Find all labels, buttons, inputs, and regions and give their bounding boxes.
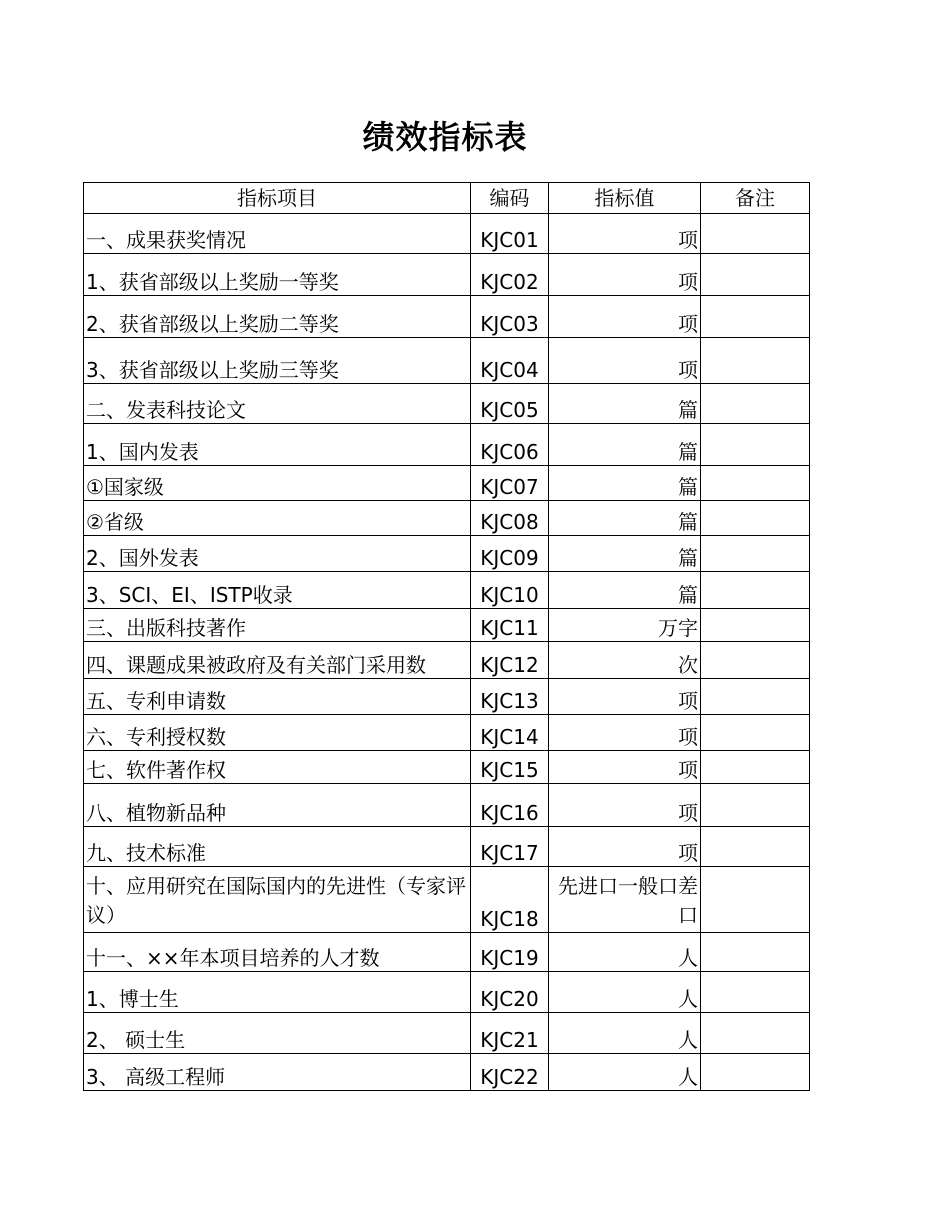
indicator-name: 二、发表科技论文	[84, 384, 471, 424]
indicator-note	[701, 867, 810, 933]
header-indicator-value: 指标值	[549, 183, 701, 214]
indicator-unit: 项	[549, 214, 701, 254]
indicator-unit: 项	[549, 715, 701, 751]
table-row	[84, 536, 810, 572]
indicator-note	[701, 296, 810, 338]
table-row	[84, 933, 810, 972]
indicator-unit: 人	[549, 972, 701, 1013]
indicator-unit: 人	[549, 1054, 701, 1091]
indicator-note	[701, 384, 810, 424]
indicator-unit: 项	[549, 679, 701, 715]
indicator-name: 3、SCI、EI、ISTP收录	[84, 572, 471, 609]
indicator-code: KJC22	[471, 1054, 549, 1091]
table-row	[84, 424, 810, 466]
indicator-note	[701, 254, 810, 296]
indicator-code: KJC04	[471, 338, 549, 384]
indicator-unit: 项	[549, 254, 701, 296]
table-row	[84, 501, 810, 536]
indicator-code: KJC03	[471, 296, 549, 338]
indicator-unit: 篇	[549, 501, 701, 536]
indicator-unit: 人	[549, 933, 701, 972]
indicator-note	[701, 715, 810, 751]
indicator-name: 3、 高级工程师	[84, 1054, 471, 1091]
indicator-note	[701, 784, 810, 827]
indicator-name: 七、软件著作权	[84, 751, 471, 784]
indicator-name: 2、获省部级以上奖励二等奖	[84, 296, 471, 338]
indicator-name: 1、博士生	[84, 972, 471, 1013]
indicator-name: 1、国内发表	[84, 424, 471, 466]
indicator-unit: 篇	[549, 384, 701, 424]
indicator-name: 六、专利授权数	[84, 715, 471, 751]
indicator-name: 三、出版科技著作	[84, 609, 471, 642]
table-row	[84, 972, 810, 1013]
indicator-note	[701, 424, 810, 466]
table-row	[84, 751, 810, 784]
indicator-code: KJC21	[471, 1013, 549, 1054]
indicator-name: 九、技术标准	[84, 827, 471, 867]
indicator-name: 五、专利申请数	[84, 679, 471, 715]
indicator-code: KJC18	[471, 867, 549, 933]
indicator-unit: 篇	[549, 424, 701, 466]
indicator-name: 十一、××年本项目培养的人才数	[84, 933, 471, 972]
indicator-code: KJC14	[471, 715, 549, 751]
indicator-unit: 次	[549, 642, 701, 679]
indicator-unit: 篇	[549, 572, 701, 609]
indicator-unit: 篇	[549, 536, 701, 572]
indicator-unit: 篇	[549, 466, 701, 501]
indicator-code: KJC07	[471, 466, 549, 501]
indicator-unit: 先进口一般口差口	[549, 867, 701, 933]
indicator-note	[701, 751, 810, 784]
indicator-note	[701, 933, 810, 972]
indicator-code: KJC08	[471, 501, 549, 536]
indicator-unit: 万字	[549, 609, 701, 642]
indicator-code: KJC02	[471, 254, 549, 296]
indicator-code: KJC16	[471, 784, 549, 827]
indicator-name: ①国家级	[84, 466, 471, 501]
table-row	[84, 1013, 810, 1054]
table-row	[84, 338, 810, 384]
indicator-code: KJC12	[471, 642, 549, 679]
header-indicator-item: 指标项目	[84, 183, 471, 214]
table-row	[84, 254, 810, 296]
indicator-name: 八、植物新品种	[84, 784, 471, 827]
indicator-note	[701, 827, 810, 867]
indicator-note	[701, 338, 810, 384]
table-row	[84, 214, 810, 254]
table-row	[84, 784, 810, 827]
indicator-unit: 项	[549, 784, 701, 827]
indicator-name: 3、获省部级以上奖励三等奖	[84, 338, 471, 384]
table-row	[84, 384, 810, 424]
table-row	[84, 466, 810, 501]
indicator-unit: 人	[549, 1013, 701, 1054]
indicator-unit: 项	[549, 827, 701, 867]
header-remarks: 备注	[701, 183, 810, 214]
indicator-name: 1、获省部级以上奖励一等奖	[84, 254, 471, 296]
indicator-code: KJC20	[471, 972, 549, 1013]
indicator-code: KJC17	[471, 827, 549, 867]
table-row	[84, 867, 810, 933]
indicator-code: KJC19	[471, 933, 549, 972]
indicator-code: KJC15	[471, 751, 549, 784]
indicator-name: 一、成果获奖情况	[84, 214, 471, 254]
table-row	[84, 1054, 810, 1091]
indicator-note	[701, 466, 810, 501]
page-title: 绩效指标表	[362, 118, 528, 156]
table-row	[84, 679, 810, 715]
table-row	[84, 715, 810, 751]
indicator-code: KJC01	[471, 214, 549, 254]
table-row	[84, 572, 810, 609]
indicator-code: KJC06	[471, 424, 549, 466]
indicator-name: 2、 硕士生	[84, 1013, 471, 1054]
indicator-note	[701, 214, 810, 254]
indicator-code: KJC09	[471, 536, 549, 572]
table-row	[84, 642, 810, 679]
indicator-note	[701, 536, 810, 572]
indicator-unit: 项	[549, 338, 701, 384]
indicator-code: KJC05	[471, 384, 549, 424]
indicator-name: 十、应用研究在国际国内的先进性（专家评议）	[84, 867, 471, 933]
header-code: 编码	[471, 183, 549, 214]
indicator-unit: 项	[549, 751, 701, 784]
indicator-note	[701, 501, 810, 536]
indicator-name: ②省级	[84, 501, 471, 536]
table-row	[84, 609, 810, 642]
indicator-note	[701, 679, 810, 715]
indicator-code: KJC11	[471, 609, 549, 642]
indicator-note	[701, 609, 810, 642]
indicator-note	[701, 572, 810, 609]
indicator-code: KJC10	[471, 572, 549, 609]
indicator-note	[701, 1054, 810, 1091]
table-row	[84, 827, 810, 867]
table-row	[84, 296, 810, 338]
indicator-note	[701, 972, 810, 1013]
indicator-name: 四、课题成果被政府及有关部门采用数	[84, 642, 471, 679]
indicator-note	[701, 1013, 810, 1054]
table-header-row	[84, 183, 810, 214]
indicator-unit: 项	[549, 296, 701, 338]
indicator-note	[701, 642, 810, 679]
indicator-name: 2、国外发表	[84, 536, 471, 572]
indicator-code: KJC13	[471, 679, 549, 715]
kpi-table	[83, 182, 810, 1091]
